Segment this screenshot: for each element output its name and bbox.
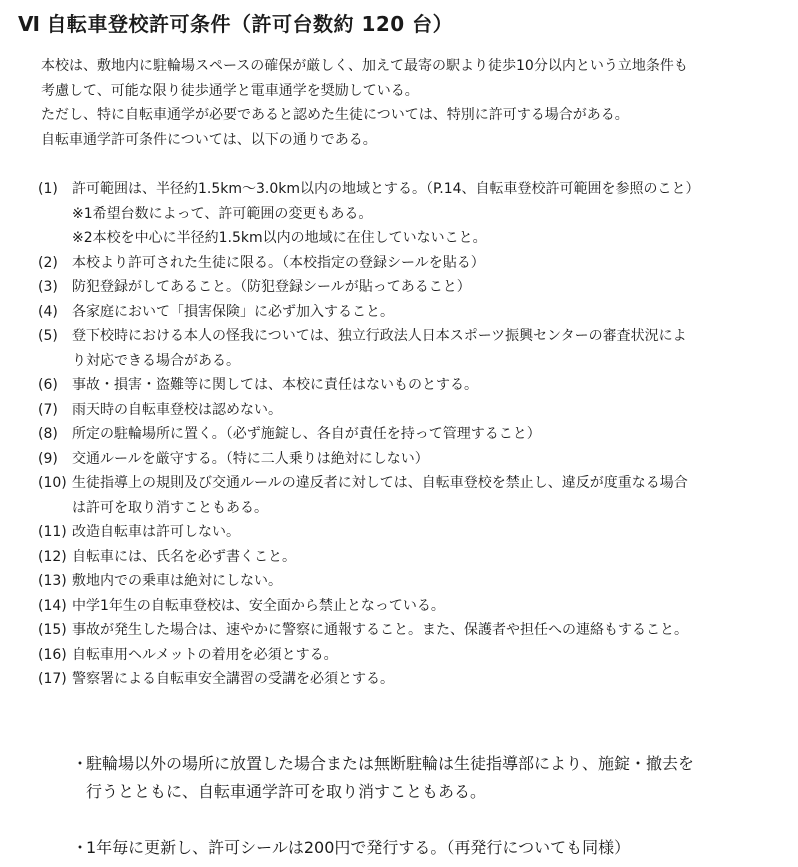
condition-text-line: 登下校時における本人の怪我については、独立行政法人日本スポーツ振興センターの審査状況によ [72,328,687,344]
condition-number: (9) [38,450,58,467]
condition-item [38,471,783,520]
condition-item [38,667,783,692]
condition-number: (8) [38,426,58,442]
condition-text-line: 生徒指導上の規則及び交通ルールの違反者に対しては、自転車登校を禁止し、違反が度重なる場合 [72,475,688,491]
bullet-text [86,750,694,806]
condition-number: (15) [38,622,67,638]
bullet-spacer [72,806,787,834]
section-heading [18,8,453,37]
condition-number: (7) [38,401,58,418]
condition-number: (5) [38,328,58,344]
condition-item [38,422,783,447]
condition-text [72,447,783,472]
condition-text [72,422,783,447]
condition-number: (13) [38,573,67,589]
bullet-item [72,834,787,862]
condition-text-line: 所定の駐輪場所に置く。（必ず施錠し、各自が責任を持って管理すること） [72,426,541,442]
condition-item [38,594,783,619]
bullet-item [72,750,787,806]
condition-text [72,300,783,325]
condition-number: (14) [38,597,67,614]
condition-number: (2) [38,254,58,271]
notes-bullet-list [72,750,787,862]
section-title: 自転車登校許可条件（許可台数約 120 台） [46,12,454,36]
condition-item [38,251,783,276]
condition-text [72,520,783,545]
condition-text-line: 敷地内での乗車は絶対にしない。 [72,573,282,589]
condition-text-line: 自転車用ヘルメットの着用を必須とする。 [72,646,338,663]
condition-text-line: 事故・損害・盗難等に関しては、本校に責任はないものとする。 [72,377,478,393]
condition-item [38,643,783,668]
condition-text [72,275,783,300]
bullet-text-line: 行うとともに、自転車通学許可を取り消すこともある。 [86,782,487,801]
condition-text [72,569,783,594]
condition-text-line: 許可範囲は、半径約1.5km〜3.0km以内の地域とする。（P.14、自転車登校許可範囲を参照のこと） [72,181,700,197]
bullet-dot: ・ [72,754,89,773]
condition-text [72,177,783,202]
condition-text-line: 自転車には、氏名を必ず書くこと。 [72,548,296,565]
condition-text-line: 本校より許可された生徒に限る。（本校指定の登録シールを貼る） [72,254,485,271]
condition-number: (17) [38,671,67,687]
condition-text-line: 中学1年生の自転車登校は、安全面から禁止となっている。 [72,597,445,614]
condition-number: (6) [38,377,58,393]
conditions-list [38,177,783,692]
condition-text-line: 雨天時の自転車登校は認めない。 [72,401,282,418]
intro-line: ただし、特に自転車通学が必要であると認めた生徒については、特別に許可する場合がある。 [41,107,629,123]
condition-item [38,275,783,300]
condition-text [72,471,783,520]
intro-line: 本校は、敷地内に駐輪場スペースの確保が厳しく、加えて最寄の駅より徒歩10分以内という立地条件も [41,58,688,74]
condition-item [38,300,783,325]
condition-text-line: は許可を取り消すこともある。 [72,499,268,516]
intro-paragraph [41,54,781,152]
condition-item [38,447,783,472]
condition-item [38,618,783,643]
condition-text [72,643,783,668]
condition-text [72,398,783,423]
condition-text-line: り対応できる場合がある。 [72,352,240,369]
intro-line: 考慮して、可能な限り徒歩通学と電車通学を奨励している。 [41,82,419,99]
condition-number: (3) [38,279,58,295]
condition-item [38,177,783,202]
condition-text [72,594,783,619]
condition-number: (10) [38,475,67,491]
condition-number: (1) [38,181,58,197]
condition-item [38,545,783,570]
condition-number: (12) [38,548,67,565]
condition-text-line: 各家庭において「損害保険」に必ず加入すること。 [72,303,394,320]
condition-number: (11) [38,524,67,540]
condition-text [72,667,783,692]
section-number: Ⅵ [18,12,41,36]
bullet-text [86,834,630,862]
condition-number: (16) [38,646,67,663]
bullet-text-line: 駐輪場以外の場所に放置した場合または無断駐輪は生徒指導部により、施錠・撤去を [86,754,695,773]
condition-item [38,569,783,594]
condition-item [38,373,783,398]
condition-text-line: 交通ルールを厳守する。（特に二人乗りは絶対にしない） [72,450,429,467]
condition-text [72,324,783,373]
condition-text-line: 警察署による自転車安全講習の受講を必須とする。 [72,671,394,687]
condition-text-line: 防犯登録がしてあること。（防犯登録シールが貼ってあること） [72,279,471,295]
condition-text [72,545,783,570]
condition-item [38,398,783,423]
condition-text-line: 事故が発生した場合は、速やかに警察に通報すること。また、保護者や担任への連絡もすること。 [72,622,688,638]
condition-text [72,373,783,398]
condition-number: (4) [38,303,58,320]
condition-item [38,520,783,545]
condition-item [38,324,783,373]
condition-text [72,251,783,276]
condition-note: ※2本校を中心に半径約1.5km以内の地域に在住していないこと。 [72,230,487,246]
intro-line: 自転車通学許可条件については、以下の通りである。 [41,131,377,148]
bullet-dot: ・ [72,838,89,857]
condition-text [72,618,783,643]
bullet-text-line: 1年毎に更新し、許可シールは200円で発行する。（再発行についても同様） [86,838,631,857]
condition-note: ※1希望台数によって、許可範囲の変更もある。 [72,205,373,222]
condition-text-line: 改造自転車は許可しない。 [72,524,240,540]
